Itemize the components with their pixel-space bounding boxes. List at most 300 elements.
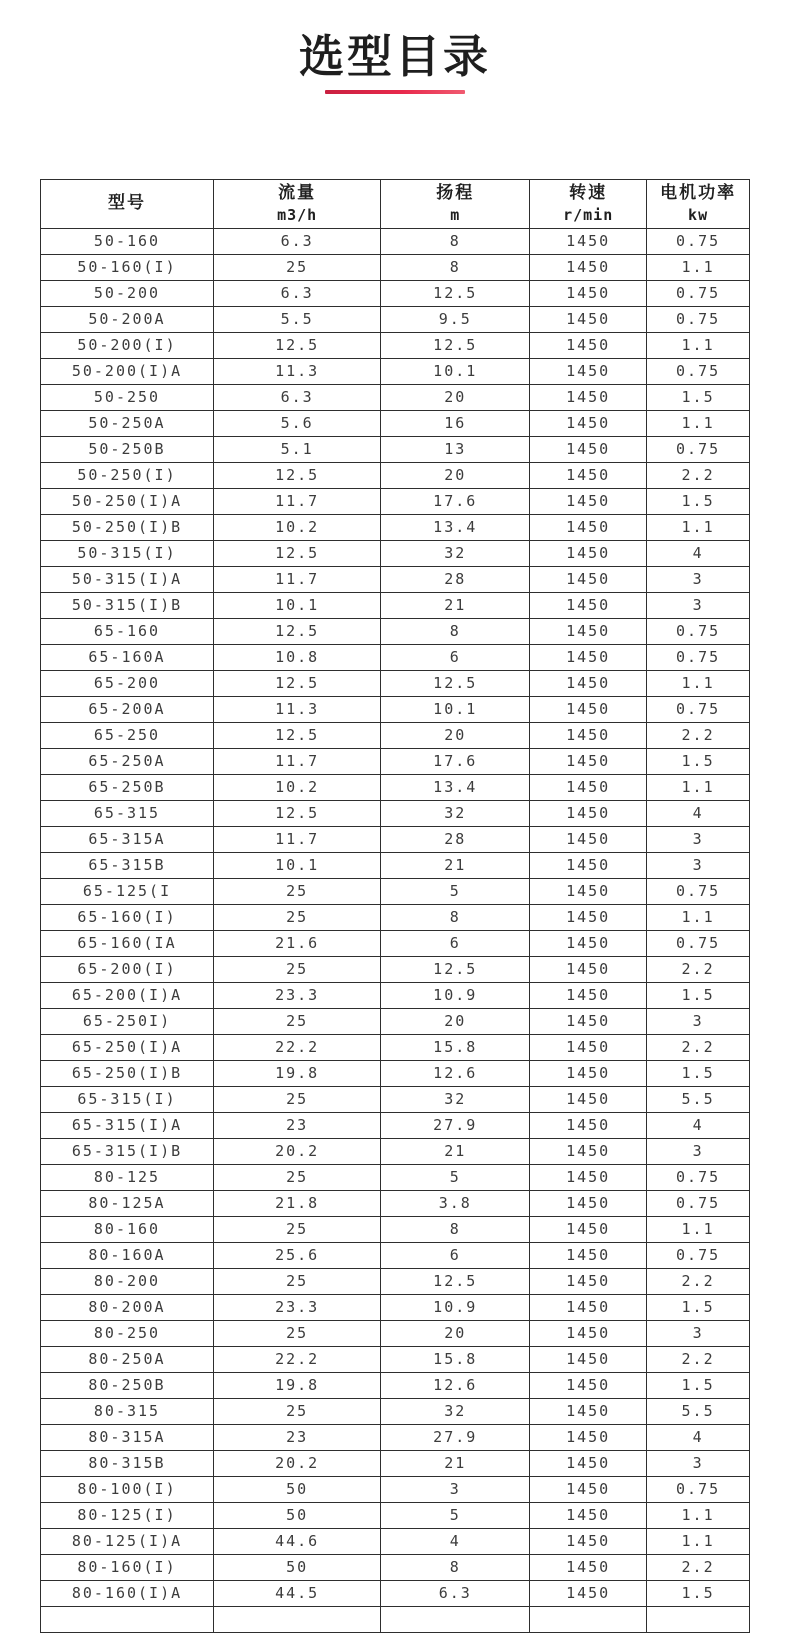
cell-power: 0.75	[647, 1164, 750, 1190]
col-header-head	[381, 179, 530, 228]
cell-speed: 1450	[530, 1060, 647, 1086]
cell-head: 8	[381, 618, 530, 644]
cell-model: 50-200(I)	[41, 332, 214, 358]
table-row	[41, 1502, 750, 1528]
cell-speed: 1450	[530, 1346, 647, 1372]
cell-head: 32	[381, 540, 530, 566]
cell-flow: 11.7	[213, 826, 380, 852]
cell-model: 65-160	[41, 618, 214, 644]
cell-model: 65-315B	[41, 852, 214, 878]
cell-power: 4	[647, 1112, 750, 1138]
table-row	[41, 1372, 750, 1398]
cell-power: 1.5	[647, 1580, 750, 1606]
cell-head: 27.9	[381, 1424, 530, 1450]
cell-flow: 20.2	[213, 1138, 380, 1164]
cell-flow: 12.5	[213, 800, 380, 826]
cell-head: 5	[381, 878, 530, 904]
cell-model: 65-200	[41, 670, 214, 696]
cell-flow: 25.6	[213, 1242, 380, 1268]
cell-flow: 23	[213, 1112, 380, 1138]
cell-model: 65-250	[41, 722, 214, 748]
cell-speed: 1450	[530, 384, 647, 410]
table-row	[41, 410, 750, 436]
cell-speed: 1450	[530, 1164, 647, 1190]
cell-head: 12.6	[381, 1060, 530, 1086]
cell-model	[41, 1606, 214, 1632]
cell-power: 5.5	[647, 1398, 750, 1424]
cell-model: 65-315(I)	[41, 1086, 214, 1112]
cell-power: 0.75	[647, 436, 750, 462]
cell-model: 65-315A	[41, 826, 214, 852]
cell-speed: 1450	[530, 1580, 647, 1606]
table-row	[41, 384, 750, 410]
cell-power: 0.75	[647, 878, 750, 904]
cell-speed: 1450	[530, 878, 647, 904]
cell-speed: 1450	[530, 1268, 647, 1294]
cell-speed: 1450	[530, 514, 647, 540]
cell-model: 80-125(I)	[41, 1502, 214, 1528]
cell-model: 80-125(I)A	[41, 1528, 214, 1554]
table-row	[41, 748, 750, 774]
cell-model: 65-315	[41, 800, 214, 826]
table-row	[41, 1580, 750, 1606]
cell-speed: 1450	[530, 488, 647, 514]
cell-model: 50-250B	[41, 436, 214, 462]
cell-head	[381, 1606, 530, 1632]
cell-model: 80-160	[41, 1216, 214, 1242]
cell-flow: 21.8	[213, 1190, 380, 1216]
table-row	[41, 670, 750, 696]
cell-head: 32	[381, 1086, 530, 1112]
cell-power: 0.75	[647, 644, 750, 670]
cell-model: 65-200A	[41, 696, 214, 722]
table-row	[41, 1190, 750, 1216]
cell-speed: 1450	[530, 826, 647, 852]
table-row	[41, 436, 750, 462]
cell-power	[647, 1606, 750, 1632]
cell-head: 20	[381, 1008, 530, 1034]
cell-model: 65-250A	[41, 748, 214, 774]
cell-power: 3	[647, 1320, 750, 1346]
cell-head: 12.5	[381, 332, 530, 358]
table-row	[41, 904, 750, 930]
cell-speed: 1450	[530, 280, 647, 306]
cell-model: 50-250(I)A	[41, 488, 214, 514]
cell-model: 80-160(I)	[41, 1554, 214, 1580]
cell-flow: 11.3	[213, 358, 380, 384]
cell-flow: 23	[213, 1424, 380, 1450]
cell-flow: 12.5	[213, 540, 380, 566]
table-row-partial	[41, 1606, 750, 1632]
cell-head: 13	[381, 436, 530, 462]
col-header-label: 电机功率	[660, 183, 737, 204]
cell-model: 50-250(I)	[41, 462, 214, 488]
cell-power: 3	[647, 592, 750, 618]
table-row	[41, 826, 750, 852]
cell-speed: 1450	[530, 852, 647, 878]
table-row	[41, 358, 750, 384]
cell-speed: 1450	[530, 436, 647, 462]
cell-flow: 19.8	[213, 1060, 380, 1086]
table-row	[41, 1398, 750, 1424]
cell-head: 20	[381, 1320, 530, 1346]
table-row	[41, 514, 750, 540]
cell-head: 16	[381, 410, 530, 436]
cell-power: 4	[647, 540, 750, 566]
cell-head: 20	[381, 462, 530, 488]
cell-speed: 1450	[530, 1450, 647, 1476]
cell-speed: 1450	[530, 410, 647, 436]
cell-flow: 25	[213, 1164, 380, 1190]
cell-head: 8	[381, 904, 530, 930]
table-row	[41, 982, 750, 1008]
cell-model: 80-315	[41, 1398, 214, 1424]
cell-power: 3	[647, 1138, 750, 1164]
page-title: 选型目录	[298, 30, 491, 83]
cell-model: 65-200(I)A	[41, 982, 214, 1008]
table-row	[41, 332, 750, 358]
cell-speed: 1450	[530, 1372, 647, 1398]
cell-speed: 1450	[530, 982, 647, 1008]
cell-speed: 1450	[530, 1424, 647, 1450]
cell-speed: 1450	[530, 306, 647, 332]
cell-flow: 23.3	[213, 982, 380, 1008]
cell-power: 0.75	[647, 1242, 750, 1268]
col-header-label: 流量	[278, 183, 317, 204]
table-row	[41, 774, 750, 800]
cell-power: 0.75	[647, 696, 750, 722]
cell-power: 0.75	[647, 1476, 750, 1502]
cell-head: 15.8	[381, 1346, 530, 1372]
cell-flow: 23.3	[213, 1294, 380, 1320]
col-header-label: 扬程	[436, 183, 475, 204]
cell-power: 2.2	[647, 956, 750, 982]
cell-flow: 6.3	[213, 228, 380, 254]
cell-power: 2.2	[647, 1034, 750, 1060]
cell-power: 3	[647, 826, 750, 852]
cell-power: 1.5	[647, 488, 750, 514]
cell-model: 80-125	[41, 1164, 214, 1190]
cell-head: 15.8	[381, 1034, 530, 1060]
table-header	[41, 179, 750, 228]
cell-model: 80-200	[41, 1268, 214, 1294]
col-header-power	[647, 179, 750, 228]
cell-model: 50-315(I)	[41, 540, 214, 566]
cell-speed: 1450	[530, 358, 647, 384]
cell-flow: 5.5	[213, 306, 380, 332]
cell-speed: 1450	[530, 696, 647, 722]
cell-power: 3	[647, 1008, 750, 1034]
cell-flow: 19.8	[213, 1372, 380, 1398]
cell-power: 3	[647, 852, 750, 878]
title-underline-decoration	[325, 90, 465, 94]
cell-speed: 1450	[530, 1554, 647, 1580]
cell-power: 2.2	[647, 722, 750, 748]
cell-power: 3	[647, 566, 750, 592]
table-row	[41, 930, 750, 956]
cell-model: 50-250(I)B	[41, 514, 214, 540]
cell-speed: 1450	[530, 1112, 647, 1138]
cell-power: 0.75	[647, 930, 750, 956]
cell-power: 1.1	[647, 254, 750, 280]
cell-flow: 50	[213, 1502, 380, 1528]
cell-model: 65-250(I)B	[41, 1060, 214, 1086]
cell-speed: 1450	[530, 800, 647, 826]
cell-speed	[530, 1606, 647, 1632]
col-header-unit: r/min	[563, 205, 614, 224]
col-header-unit: kw	[688, 205, 709, 224]
cell-head: 13.4	[381, 514, 530, 540]
table-row	[41, 696, 750, 722]
cell-speed: 1450	[530, 228, 647, 254]
cell-speed: 1450	[530, 930, 647, 956]
cell-flow: 11.7	[213, 566, 380, 592]
cell-head: 21	[381, 1138, 530, 1164]
cell-flow	[213, 1606, 380, 1632]
cell-head: 4	[381, 1528, 530, 1554]
cell-speed: 1450	[530, 722, 647, 748]
table-row	[41, 488, 750, 514]
cell-power: 1.5	[647, 1372, 750, 1398]
cell-head: 28	[381, 826, 530, 852]
table-row	[41, 1476, 750, 1502]
cell-head: 10.1	[381, 358, 530, 384]
cell-model: 50-200	[41, 280, 214, 306]
cell-speed: 1450	[530, 1008, 647, 1034]
table-row	[41, 1320, 750, 1346]
cell-flow: 25	[213, 254, 380, 280]
cell-power: 1.1	[647, 514, 750, 540]
cell-speed: 1450	[530, 670, 647, 696]
cell-power: 2.2	[647, 462, 750, 488]
cell-head: 8	[381, 1216, 530, 1242]
table-row	[41, 566, 750, 592]
cell-head: 21	[381, 852, 530, 878]
table-row	[41, 1424, 750, 1450]
cell-head: 10.1	[381, 696, 530, 722]
cell-flow: 25	[213, 1216, 380, 1242]
cell-power: 1.5	[647, 1060, 750, 1086]
cell-head: 5	[381, 1164, 530, 1190]
cell-head: 32	[381, 1398, 530, 1424]
cell-model: 65-250(I)A	[41, 1034, 214, 1060]
table-row	[41, 956, 750, 982]
table-row	[41, 1528, 750, 1554]
cell-head: 6	[381, 930, 530, 956]
col-header-label: 型号	[107, 193, 146, 214]
cell-model: 50-315(I)B	[41, 592, 214, 618]
cell-flow: 10.2	[213, 514, 380, 540]
table-row	[41, 254, 750, 280]
cell-power: 1.1	[647, 410, 750, 436]
cell-model: 65-160(IA	[41, 930, 214, 956]
table-row	[41, 618, 750, 644]
table-row	[41, 1008, 750, 1034]
cell-head: 8	[381, 228, 530, 254]
table-row	[41, 852, 750, 878]
cell-flow: 22.2	[213, 1346, 380, 1372]
cell-head: 32	[381, 800, 530, 826]
table-row	[41, 1346, 750, 1372]
cell-head: 21	[381, 1450, 530, 1476]
table-row	[41, 1242, 750, 1268]
cell-power: 1.5	[647, 982, 750, 1008]
table-row	[41, 462, 750, 488]
cell-speed: 1450	[530, 592, 647, 618]
cell-model: 50-315(I)A	[41, 566, 214, 592]
cell-speed: 1450	[530, 904, 647, 930]
cell-model: 50-200(I)A	[41, 358, 214, 384]
cell-head: 17.6	[381, 748, 530, 774]
cell-head: 3.8	[381, 1190, 530, 1216]
cell-speed: 1450	[530, 1138, 647, 1164]
cell-speed: 1450	[530, 1528, 647, 1554]
cell-flow: 44.5	[213, 1580, 380, 1606]
cell-speed: 1450	[530, 1294, 647, 1320]
cell-model: 65-200(I)	[41, 956, 214, 982]
cell-speed: 1450	[530, 748, 647, 774]
cell-power: 0.75	[647, 618, 750, 644]
cell-flow: 11.7	[213, 748, 380, 774]
table-row	[41, 1294, 750, 1320]
cell-power: 1.1	[647, 774, 750, 800]
cell-speed: 1450	[530, 1320, 647, 1346]
table-row	[41, 540, 750, 566]
cell-head: 3	[381, 1476, 530, 1502]
table-row	[41, 1450, 750, 1476]
table-row	[41, 1554, 750, 1580]
col-header-speed	[530, 179, 647, 228]
cell-model: 80-125A	[41, 1190, 214, 1216]
cell-speed: 1450	[530, 462, 647, 488]
cell-model: 80-250	[41, 1320, 214, 1346]
cell-head: 13.4	[381, 774, 530, 800]
cell-model: 80-200A	[41, 1294, 214, 1320]
cell-speed: 1450	[530, 1190, 647, 1216]
cell-flow: 11.3	[213, 696, 380, 722]
cell-model: 65-315(I)A	[41, 1112, 214, 1138]
cell-model: 80-160A	[41, 1242, 214, 1268]
table-row	[41, 592, 750, 618]
cell-speed: 1450	[530, 618, 647, 644]
cell-speed: 1450	[530, 1216, 647, 1242]
cell-power: 1.5	[647, 748, 750, 774]
cell-flow: 25	[213, 956, 380, 982]
cell-model: 65-160A	[41, 644, 214, 670]
cell-head: 17.6	[381, 488, 530, 514]
cell-head: 5	[381, 1502, 530, 1528]
cell-speed: 1450	[530, 644, 647, 670]
cell-flow: 44.6	[213, 1528, 380, 1554]
cell-flow: 12.5	[213, 332, 380, 358]
cell-head: 12.5	[381, 280, 530, 306]
cell-power: 0.75	[647, 358, 750, 384]
cell-speed: 1450	[530, 956, 647, 982]
cell-model: 80-250A	[41, 1346, 214, 1372]
cell-model: 65-315(I)B	[41, 1138, 214, 1164]
cell-speed: 1450	[530, 1034, 647, 1060]
cell-head: 28	[381, 566, 530, 592]
table-body	[41, 228, 750, 1632]
cell-power: 3	[647, 1450, 750, 1476]
cell-model: 50-160(I)	[41, 254, 214, 280]
cell-model: 80-160(I)A	[41, 1580, 214, 1606]
cell-flow: 25	[213, 1086, 380, 1112]
cell-head: 6	[381, 644, 530, 670]
table-row	[41, 1034, 750, 1060]
cell-speed: 1450	[530, 1398, 647, 1424]
cell-flow: 10.8	[213, 644, 380, 670]
cell-model: 65-125(I	[41, 878, 214, 904]
cell-flow: 25	[213, 1398, 380, 1424]
table-row	[41, 306, 750, 332]
cell-head: 8	[381, 254, 530, 280]
cell-speed: 1450	[530, 332, 647, 358]
cell-head: 27.9	[381, 1112, 530, 1138]
cell-model: 80-250B	[41, 1372, 214, 1398]
cell-power: 5.5	[647, 1086, 750, 1112]
cell-flow: 25	[213, 878, 380, 904]
cell-head: 12.5	[381, 670, 530, 696]
cell-model: 50-200A	[41, 306, 214, 332]
table-row	[41, 800, 750, 826]
cell-power: 1.1	[647, 1216, 750, 1242]
cell-head: 10.9	[381, 982, 530, 1008]
cell-speed: 1450	[530, 774, 647, 800]
cell-power: 1.5	[647, 1294, 750, 1320]
cell-head: 12.5	[381, 1268, 530, 1294]
cell-flow: 12.5	[213, 722, 380, 748]
cell-power: 1.1	[647, 1528, 750, 1554]
cell-speed: 1450	[530, 1502, 647, 1528]
cell-model: 50-250A	[41, 410, 214, 436]
cell-model: 80-315A	[41, 1424, 214, 1450]
cell-flow: 10.1	[213, 852, 380, 878]
table-row	[41, 1060, 750, 1086]
cell-speed: 1450	[530, 1476, 647, 1502]
cell-head: 21	[381, 592, 530, 618]
cell-flow: 25	[213, 904, 380, 930]
table-row	[41, 878, 750, 904]
cell-flow: 21.6	[213, 930, 380, 956]
cell-speed: 1450	[530, 566, 647, 592]
cell-head: 20	[381, 722, 530, 748]
cell-speed: 1450	[530, 1242, 647, 1268]
cell-head: 6.3	[381, 1580, 530, 1606]
cell-flow: 25	[213, 1008, 380, 1034]
col-header-unit: m3/h	[277, 205, 318, 224]
table-row	[41, 228, 750, 254]
table-row	[41, 1164, 750, 1190]
cell-model: 80-100(I)	[41, 1476, 214, 1502]
cell-flow: 22.2	[213, 1034, 380, 1060]
cell-head: 12.5	[381, 956, 530, 982]
cell-flow: 10.1	[213, 592, 380, 618]
cell-flow: 12.5	[213, 462, 380, 488]
cell-power: 1.1	[647, 332, 750, 358]
cell-power: 0.75	[647, 1190, 750, 1216]
cell-flow: 10.2	[213, 774, 380, 800]
cell-flow: 50	[213, 1476, 380, 1502]
table-row	[41, 1112, 750, 1138]
table-row	[41, 280, 750, 306]
col-header-flow	[213, 179, 380, 228]
cell-power: 1.5	[647, 384, 750, 410]
cell-power: 0.75	[647, 280, 750, 306]
cell-speed: 1450	[530, 540, 647, 566]
cell-model: 65-250B	[41, 774, 214, 800]
cell-flow: 12.5	[213, 618, 380, 644]
